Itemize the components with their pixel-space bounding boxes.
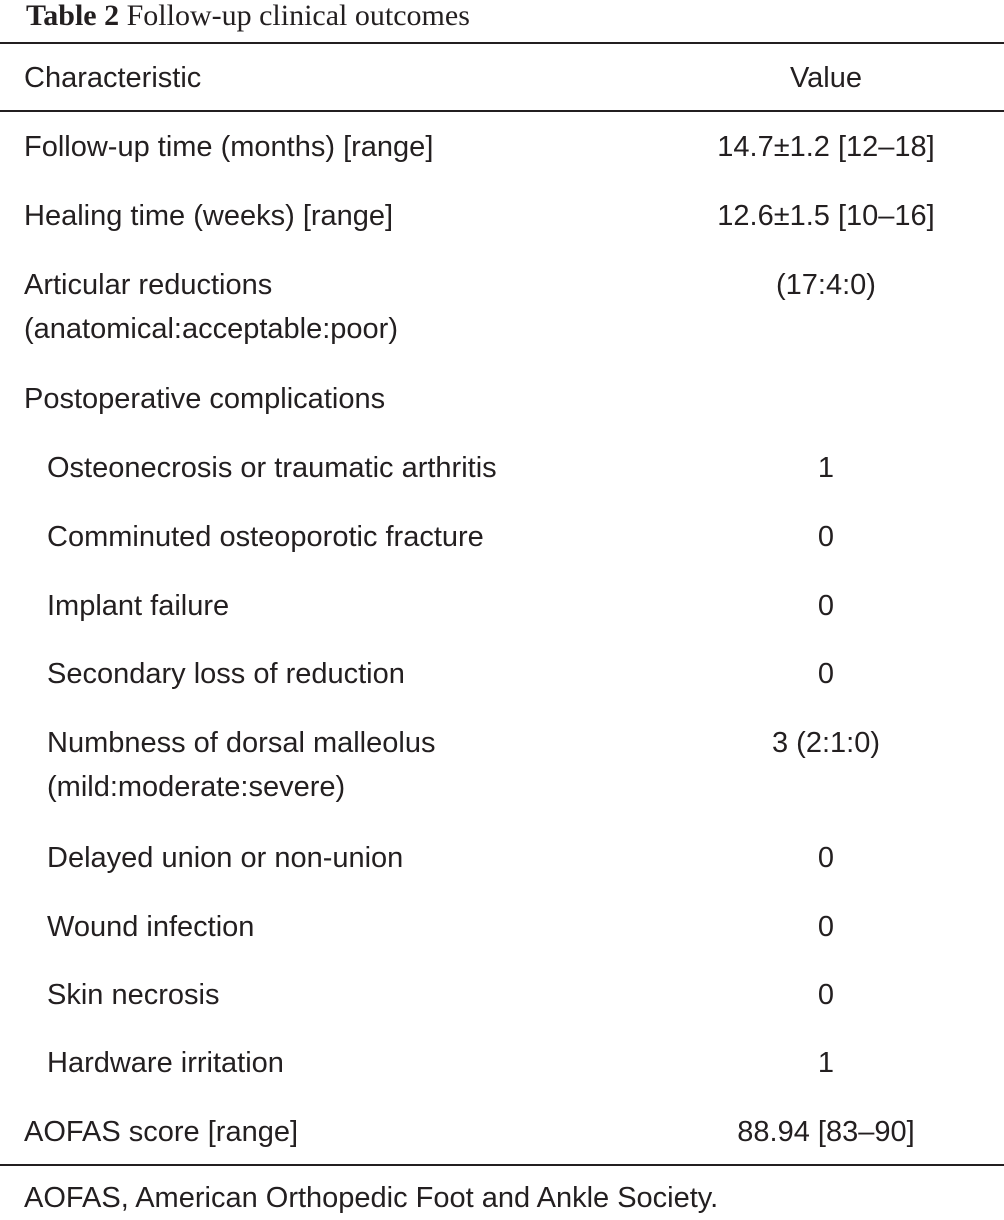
table-top-rule [0,42,1004,44]
row-characteristic-line: Comminuted osteoporotic fracture [47,521,484,553]
row-characteristic-line: Delayed union or non-union [47,842,404,874]
row-characteristic [47,836,667,880]
row-characteristic-line: Hardware irritation [47,1047,284,1079]
row-value: (17:4:0) [776,269,876,301]
row-characteristic [47,652,667,696]
table-title: Follow-up clinical outcomes [126,0,470,32]
table-bottom-rule [0,1164,1004,1166]
table-footnote: AOFAS, American Orthopedic Foot and Ankle Society. [24,1182,719,1214]
row-characteristic [47,973,667,1017]
row-value: 0 [817,521,835,553]
row-value: 88.94 [83–90] [737,1116,915,1148]
row-characteristic-line: Osteonecrosis or traumatic arthritis [47,452,497,484]
row-characteristic [47,905,667,949]
row-characteristic-line: Postoperative complications [24,383,386,415]
row-characteristic [47,1041,667,1085]
table-header-rule [0,110,1004,112]
row-characteristic [47,584,667,628]
row-value: 0 [817,979,835,1011]
row-value: 0 [817,842,835,874]
row-characteristic-line: (mild:moderate:severe) [47,771,346,803]
row-value: 0 [817,590,835,622]
row-characteristic-line: Healing time (weeks) [range] [24,200,394,232]
row-characteristic-line: Follow-up time (months) [range] [24,131,434,163]
row-value: 0 [817,658,835,690]
row-value: 1 [817,452,835,484]
row-characteristic [24,1110,644,1154]
row-value: 3 (2:1:0) [772,727,880,759]
row-characteristic-line: Articular reductions [24,269,273,301]
row-characteristic [47,446,667,490]
row-value: 0 [817,911,835,943]
header-value: Value [789,62,863,94]
row-characteristic [24,263,644,351]
row-characteristic-line: Implant failure [47,590,230,622]
table-caption [26,0,470,38]
table-label: Table 2 [26,0,120,32]
row-characteristic-line: Skin necrosis [47,979,220,1011]
row-value: 14.7±1.2 [12–18] [717,131,935,163]
header-characteristic: Characteristic [24,62,202,94]
row-characteristic-line: AOFAS score [range] [24,1116,299,1148]
row-value: 12.6±1.5 [10–16] [717,200,935,232]
row-characteristic-line: (anatomical:acceptable:poor) [24,313,398,345]
row-characteristic [24,377,644,421]
row-characteristic [47,515,667,559]
row-characteristic-line: Wound infection [47,911,255,943]
row-characteristic-line: Secondary loss of reduction [47,658,405,690]
row-value: 1 [817,1047,835,1079]
row-characteristic [24,125,644,169]
row-characteristic-line: Numbness of dorsal malleolus [47,727,436,759]
row-characteristic [24,194,644,238]
row-characteristic [47,721,667,809]
